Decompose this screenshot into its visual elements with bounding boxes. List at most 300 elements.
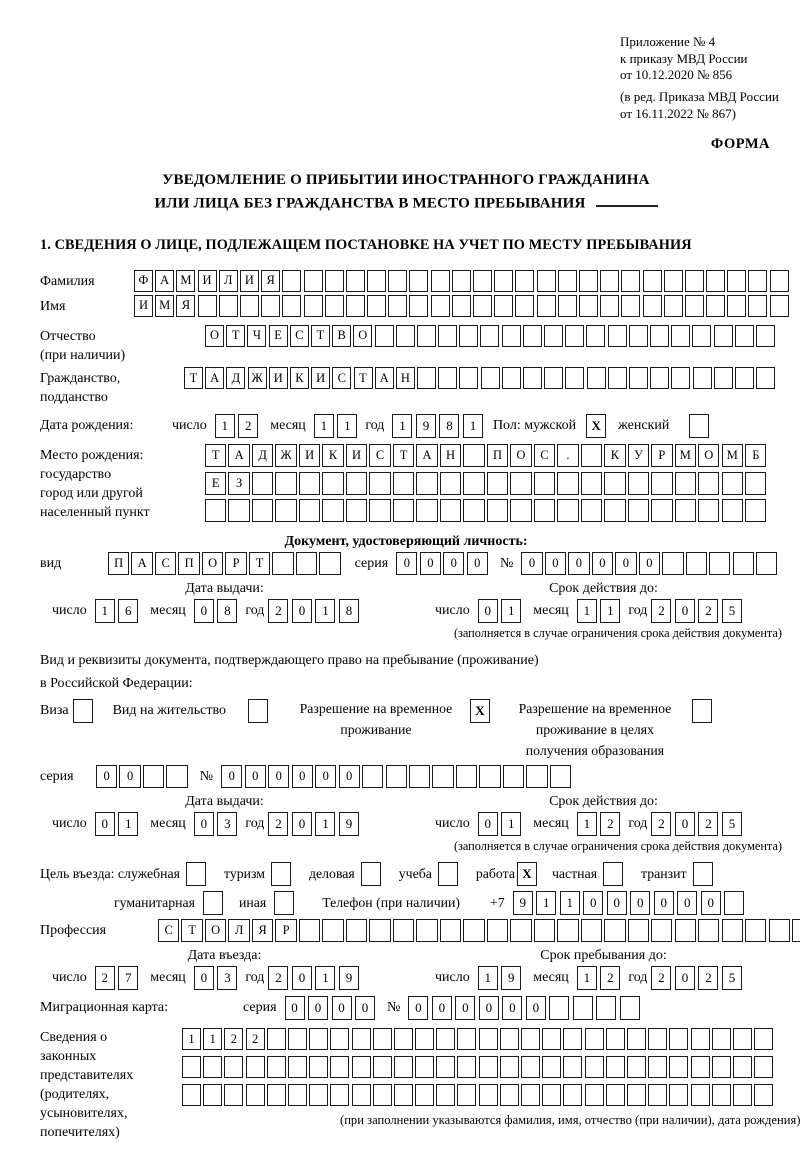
entry-month-label: месяц xyxy=(150,970,186,986)
form-cell: А xyxy=(131,552,152,575)
purpose-tourism-checkbox xyxy=(271,862,291,886)
form-cell xyxy=(282,295,301,317)
form-cell xyxy=(628,499,649,522)
form-cell: 0 xyxy=(583,891,603,915)
entry-year-cells xyxy=(268,966,359,990)
title-underline xyxy=(596,192,658,208)
form-cell: 2 xyxy=(268,599,288,623)
form-cell xyxy=(648,1028,667,1050)
form-cell: 0 xyxy=(292,966,312,990)
form-cell xyxy=(438,325,457,347)
form-cell xyxy=(727,270,746,292)
form-cell xyxy=(600,270,619,292)
valid-month-label: месяц xyxy=(533,602,569,618)
iddoc-issued-month-cells xyxy=(194,599,238,623)
form-cell xyxy=(526,765,547,788)
temp-permit-label: Разрешение на временное проживание xyxy=(299,701,453,737)
form-cell xyxy=(440,919,461,942)
form-cell: Т xyxy=(181,919,202,942)
form-cell: 7 xyxy=(118,966,138,990)
form-cell xyxy=(754,1084,773,1106)
form-cell xyxy=(386,765,407,788)
representatives-cells-1 xyxy=(182,1028,800,1050)
form-cell xyxy=(224,1056,243,1078)
form-cell xyxy=(693,862,713,886)
staydoc-valid-day-label: число xyxy=(435,816,470,832)
form-cell xyxy=(282,270,301,292)
iddoc-issued-col xyxy=(52,581,397,641)
form-cell: 1 xyxy=(95,599,115,623)
form-cell xyxy=(272,552,293,575)
staydoc-issued-month-cells xyxy=(194,812,238,836)
staydoc-series-label: серия xyxy=(40,769,74,785)
form-cell: 2 xyxy=(698,599,718,623)
form-cell xyxy=(304,270,323,292)
form-cell xyxy=(691,1056,710,1078)
form-cell xyxy=(415,1056,434,1078)
form-cell xyxy=(521,1028,540,1050)
form-cell xyxy=(459,325,478,347)
form-cell xyxy=(579,295,598,317)
patronymic-row xyxy=(40,325,772,366)
form-cell xyxy=(627,1056,646,1078)
appendix-line: от 10.12.2020 № 856 xyxy=(620,67,733,83)
form-cell: Я xyxy=(176,295,195,317)
migcard-series-cells xyxy=(285,996,376,1020)
form-cell xyxy=(503,765,524,788)
purpose-work-label: работа xyxy=(475,866,515,882)
form-cell xyxy=(735,367,754,389)
staydoc-valid-header: Срок действия до: xyxy=(549,794,658,810)
form-cell: В xyxy=(332,325,351,347)
staydoc-valid-col xyxy=(435,794,782,854)
form-cell: 1 xyxy=(577,599,597,623)
form-cell xyxy=(693,367,712,389)
form-cell xyxy=(792,919,800,942)
form-cell xyxy=(756,552,777,575)
form-cell: И xyxy=(269,367,288,389)
form-cell: О xyxy=(510,444,531,467)
form-cell xyxy=(352,1084,371,1106)
form-cell: М xyxy=(155,295,174,317)
form-cell: 0 xyxy=(339,765,360,788)
form-cell: И xyxy=(346,444,367,467)
form-cell xyxy=(296,552,317,575)
form-cell: 0 xyxy=(478,599,498,623)
form-cell: Н xyxy=(440,444,461,467)
form-cell xyxy=(664,295,683,317)
staydoc-valid-year-label: год xyxy=(628,816,648,832)
staydoc-number-label: № xyxy=(199,769,214,785)
purpose-business-label: деловая xyxy=(309,866,355,882)
birth-day-label: число xyxy=(172,418,207,434)
form-cell xyxy=(369,919,390,942)
form-cell xyxy=(643,270,662,292)
purpose-official-checkbox xyxy=(186,862,206,886)
form-cell: 0 xyxy=(292,599,312,623)
birthplace-row xyxy=(40,444,772,527)
form-cell: 1 xyxy=(501,599,521,623)
sex-female-checkbox xyxy=(689,414,709,438)
purpose-business-checkbox xyxy=(361,862,381,886)
form-cell xyxy=(362,765,383,788)
form-cell xyxy=(724,891,744,915)
form-cell: 0 xyxy=(479,996,499,1020)
staydoc-issued-header: Дата выдачи: xyxy=(185,794,264,810)
migcard-number-cells xyxy=(408,996,640,1020)
form-cell xyxy=(770,295,789,317)
form-cell: 1 xyxy=(203,1028,222,1050)
form-cell: 3 xyxy=(217,966,237,990)
staydoc-issued-day-label: число xyxy=(52,816,87,832)
page-title xyxy=(40,169,772,215)
title-line-1: УВЕДОМЛЕНИЕ О ПРИБЫТИИ ИНОСТРАННОГО ГРАЖДАНИНА xyxy=(162,172,650,189)
form-cell: И xyxy=(240,270,259,292)
form-cell xyxy=(587,367,606,389)
form-cell xyxy=(487,919,508,942)
form-cell xyxy=(457,1056,476,1078)
form-cell xyxy=(393,919,414,942)
form-cell xyxy=(733,552,754,575)
form-cell xyxy=(685,295,704,317)
form-cell: Б xyxy=(745,444,766,467)
firstname-label: Имя xyxy=(40,298,66,314)
form-cell: 2 xyxy=(651,599,671,623)
form-cell: 2 xyxy=(600,966,620,990)
form-cell: И xyxy=(299,444,320,467)
form-cell xyxy=(756,367,775,389)
form-cell xyxy=(473,295,492,317)
staydoc-intro-line-2: в Российской Федерации: xyxy=(40,676,193,692)
form-cell xyxy=(621,295,640,317)
form-cell xyxy=(330,1056,349,1078)
form-cell xyxy=(748,295,767,317)
form-cell xyxy=(727,295,746,317)
form-cell xyxy=(246,1056,265,1078)
purpose-work-checkbox xyxy=(517,862,537,886)
form-cell: З xyxy=(228,472,249,495)
valid-day-label: число xyxy=(435,602,470,618)
form-cell xyxy=(346,499,367,522)
edu-permit-label: Разрешение на временное проживание в целях получения образования xyxy=(518,701,672,758)
purpose-study-label: учеба xyxy=(398,866,432,882)
form-cell: 0 xyxy=(654,891,674,915)
form-cell: 1 xyxy=(182,1028,201,1050)
form-cell xyxy=(373,1028,392,1050)
form-cell xyxy=(712,1056,731,1078)
form-cell xyxy=(722,919,743,942)
form-cell: Р xyxy=(225,552,246,575)
form-cell xyxy=(735,325,754,347)
form-cell: 0 xyxy=(408,996,428,1020)
form-cell xyxy=(367,295,386,317)
form-cell xyxy=(664,270,683,292)
staydoc-dates xyxy=(40,794,782,854)
form-cell: 0 xyxy=(607,891,627,915)
form-cell xyxy=(549,996,569,1020)
form-cell: Ж xyxy=(248,367,267,389)
form-cell xyxy=(581,444,602,467)
form-cell xyxy=(692,699,712,723)
stay-year-cells xyxy=(651,966,742,990)
form-cell: П xyxy=(108,552,129,575)
staydoc-intro xyxy=(40,649,772,695)
form-cell xyxy=(479,1056,498,1078)
form-cell xyxy=(322,472,343,495)
citizenship-label: Гражданство, подданство xyxy=(40,367,184,408)
form-cell xyxy=(248,699,268,723)
firstname-cells xyxy=(134,295,789,317)
representatives-cells-3 xyxy=(182,1084,800,1106)
forma-label: ФОРМА xyxy=(710,136,770,153)
iddoc-issued-day-cells xyxy=(95,599,139,623)
form-cell: 0 xyxy=(615,552,636,575)
form-cell xyxy=(502,325,521,347)
form-cell: 2 xyxy=(268,966,288,990)
form-cell: 2 xyxy=(95,966,115,990)
form-cell xyxy=(393,472,414,495)
form-cell xyxy=(565,367,584,389)
form-cell xyxy=(558,270,577,292)
form-cell xyxy=(515,295,534,317)
form-cell xyxy=(563,1084,582,1106)
form-cell xyxy=(648,1084,667,1106)
form-cell xyxy=(712,1084,731,1106)
representatives-cells-block xyxy=(182,1026,800,1128)
purpose-transit-checkbox xyxy=(693,862,713,886)
form-cell xyxy=(198,295,217,317)
purpose-private-checkbox xyxy=(603,862,623,886)
form-cell xyxy=(500,1056,519,1078)
form-cell xyxy=(388,270,407,292)
iddoc-header: Документ, удостоверяющий личность: xyxy=(284,533,528,549)
form-cell xyxy=(325,270,344,292)
patronymic-cells xyxy=(205,325,775,347)
purpose-other-label: иная xyxy=(238,895,267,911)
form-cell xyxy=(417,325,436,347)
form-cell: 5 xyxy=(722,966,742,990)
iddoc-valid-day-cells xyxy=(478,599,522,623)
valid-year-label: год xyxy=(628,602,648,618)
form-cell xyxy=(754,1056,773,1078)
form-cell: 1 xyxy=(118,812,138,836)
birth-month-label: месяц xyxy=(270,418,306,434)
form-cell: Т xyxy=(205,444,226,467)
form-cell: 0 xyxy=(355,996,375,1020)
surname-row xyxy=(40,270,772,292)
form-cell: Д xyxy=(252,444,273,467)
staydoc-intro-line-1: Вид и реквизиты документа, подтверждающего право на пребывание (проживание) xyxy=(40,652,539,668)
staydoc-valid-month-cells xyxy=(577,812,621,836)
form-cell xyxy=(620,996,640,1020)
form-cell xyxy=(275,499,296,522)
entry-date-col xyxy=(52,948,397,990)
form-cell xyxy=(299,919,320,942)
form-cell xyxy=(669,1028,688,1050)
form-cell: 2 xyxy=(238,414,258,438)
form-cell: О xyxy=(205,325,224,347)
form-cell xyxy=(523,325,542,347)
staydoc-issued-day-cells xyxy=(95,812,139,836)
form-cell xyxy=(692,325,711,347)
form-cell xyxy=(689,414,709,438)
form-cell xyxy=(388,295,407,317)
form-cell xyxy=(733,1028,752,1050)
form-cell: А xyxy=(205,367,224,389)
form-cell xyxy=(203,1056,222,1078)
form-cell: Л xyxy=(219,270,238,292)
form-cell xyxy=(431,270,450,292)
birthplace-cells-2 xyxy=(205,472,766,495)
form-cell xyxy=(698,919,719,942)
form-cell xyxy=(346,295,365,317)
form-cell xyxy=(581,472,602,495)
form-cell xyxy=(748,270,767,292)
form-cell xyxy=(629,325,648,347)
form-cell: С xyxy=(158,919,179,942)
form-cell: С xyxy=(332,367,351,389)
birthplace-cells-block xyxy=(205,444,766,527)
visa-label: Виза xyxy=(40,703,69,719)
form-cell: 1 xyxy=(315,966,335,990)
form-cell xyxy=(604,472,625,495)
form-cell xyxy=(650,367,669,389)
form-cell xyxy=(585,1056,604,1078)
form-cell xyxy=(246,1084,265,1106)
form-cell xyxy=(438,862,458,886)
form-cell xyxy=(346,270,365,292)
form-cell xyxy=(309,1056,328,1078)
form-cell xyxy=(510,919,531,942)
form-cell: Л xyxy=(228,919,249,942)
form-cell: И xyxy=(198,270,217,292)
form-cell xyxy=(352,1028,371,1050)
form-cell xyxy=(604,499,625,522)
form-cell: 2 xyxy=(600,812,620,836)
form-cell: А xyxy=(155,270,174,292)
purpose-study-checkbox xyxy=(438,862,458,886)
form-cell: К xyxy=(290,367,309,389)
sex-male-checkbox xyxy=(586,414,606,438)
form-cell: К xyxy=(322,444,343,467)
form-cell xyxy=(394,1084,413,1106)
form-cell xyxy=(182,1084,201,1106)
form-cell: X xyxy=(470,699,490,723)
form-cell: 0 xyxy=(526,996,546,1020)
form-cell xyxy=(756,325,775,347)
form-cell: 0 xyxy=(701,891,721,915)
form-cell xyxy=(603,862,623,886)
birth-month-cells xyxy=(314,414,358,438)
profession-cells xyxy=(158,919,800,942)
entry-year-label: год xyxy=(245,970,265,986)
form-cell: 1 xyxy=(315,599,335,623)
form-cell xyxy=(579,270,598,292)
patronymic-sublabel: (при наличии) xyxy=(40,347,126,363)
iddoc-number-cells xyxy=(521,552,777,575)
form-cell xyxy=(606,1084,625,1106)
form-cell xyxy=(452,295,471,317)
form-cell xyxy=(585,1084,604,1106)
form-cell: 0 xyxy=(592,552,613,575)
form-cell: 8 xyxy=(339,599,359,623)
representatives-row xyxy=(40,1026,800,1142)
form-cell xyxy=(309,1084,328,1106)
appendix-line: (в ред. Приказа МВД России xyxy=(620,88,779,104)
form-cell: О xyxy=(353,325,372,347)
form-cell xyxy=(322,919,343,942)
iddoc-issued-header: Дата выдачи: xyxy=(185,580,264,596)
form-cell xyxy=(537,270,556,292)
form-cell xyxy=(770,270,789,292)
form-cell xyxy=(415,1084,434,1106)
form-cell xyxy=(709,552,730,575)
staydoc-valid-note: (заполняется в случае ограничения срока действия документа) xyxy=(453,839,782,854)
form-cell: М xyxy=(176,270,195,292)
surname-cells xyxy=(134,270,789,292)
form-cell xyxy=(394,1056,413,1078)
form-cell: 5 xyxy=(722,599,742,623)
form-cell xyxy=(542,1084,561,1106)
form-cell xyxy=(671,367,690,389)
form-cell xyxy=(691,1084,710,1106)
form-cell: Р xyxy=(275,919,296,942)
residence-checkbox xyxy=(248,699,268,723)
form-cell xyxy=(521,1084,540,1106)
form-cell xyxy=(352,1056,371,1078)
form-cell xyxy=(182,1056,201,1078)
form-cell: О xyxy=(698,444,719,467)
form-cell: 1 xyxy=(577,812,597,836)
form-cell: Ч xyxy=(247,325,266,347)
representatives-note: (при заполнении указываются фамилия, имя, отчество (при наличии), дата рождения) xyxy=(340,1113,800,1128)
iddoc-valid-month-cells xyxy=(577,599,621,623)
form-cell xyxy=(203,1084,222,1106)
migration-card-label: Миграционная карта: xyxy=(40,1000,169,1016)
form-cell: С xyxy=(534,444,555,467)
form-cell xyxy=(309,1028,328,1050)
form-cell: А xyxy=(416,444,437,467)
form-cell xyxy=(369,499,390,522)
form-cell: Т xyxy=(226,325,245,347)
firstname-row xyxy=(40,295,772,317)
form-cell: 0 xyxy=(292,812,312,836)
form-cell: Т xyxy=(311,325,330,347)
form-cell xyxy=(608,367,627,389)
entry-day-label: число xyxy=(52,970,87,986)
form-cell xyxy=(669,1056,688,1078)
form-cell xyxy=(288,1056,307,1078)
form-cell: 0 xyxy=(194,966,214,990)
form-cell xyxy=(581,499,602,522)
form-cell xyxy=(712,1028,731,1050)
form-cell xyxy=(457,1028,476,1050)
form-cell: 0 xyxy=(467,552,488,575)
migcard-series-label: серия xyxy=(243,1000,277,1016)
issued-year-label: год xyxy=(245,602,265,618)
form-cell xyxy=(409,295,428,317)
entry-dates xyxy=(40,948,772,990)
form-cell xyxy=(675,919,696,942)
form-cell xyxy=(375,325,394,347)
form-cell xyxy=(544,325,563,347)
form-cell xyxy=(608,325,627,347)
form-cell xyxy=(745,499,766,522)
form-cell xyxy=(643,295,662,317)
form-cell xyxy=(440,499,461,522)
form-cell xyxy=(565,325,584,347)
form-cell: А xyxy=(228,444,249,467)
